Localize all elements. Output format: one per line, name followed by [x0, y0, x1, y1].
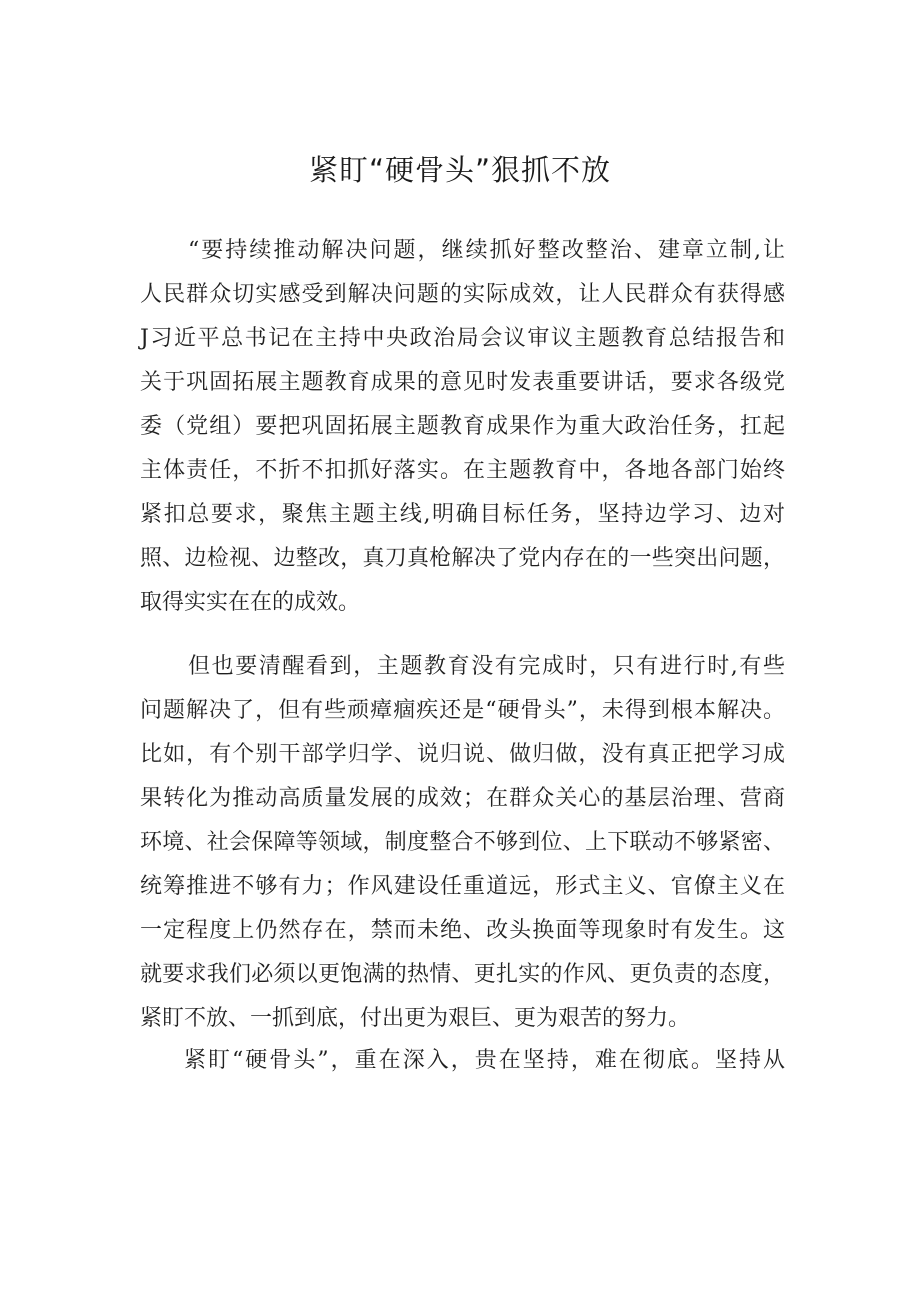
paragraph-line: 紧盯不放、一抓到底，付出更为艰巨、更为艰苦的努力。	[140, 1006, 691, 1031]
paragraph-line: 委（党组）要把巩固拓展主题教育成果作为重大政治任务，扛起	[140, 414, 785, 439]
paragraph-line: 一定程度上仍然存在，禁而未绝、改头换面等现象时有发生。这	[140, 918, 785, 943]
document-title: 紧盯“硬骨头”狠抓不放	[308, 153, 612, 187]
paragraph-line: 取得实实在在的成效。	[140, 590, 361, 615]
paragraph-line: 人民群众切实感受到解决问题的实际成效，让人民群众有获得感	[140, 282, 785, 307]
paragraph-line: 但也要清醒看到，主题教育没有完成时，只有进行时,有些	[188, 654, 785, 679]
paragraph-line: 统筹推进不够有力；作风建设任重道远，形式主义、官僚主义在	[140, 874, 785, 899]
paragraph-line: 环境、社会保障等领域，制度整合不够到位、上下联动不够紧密、	[140, 830, 785, 855]
paragraph-line: J习近平总书记在主持中央政治局会议审议主题教育总结报告和	[140, 326, 785, 351]
paragraph-line: 果转化为推动高质量发展的成效；在群众关心的基层治理、营商	[140, 786, 785, 811]
paragraph-line: 照、边检视、边整改，真刀真枪解决了党内存在的一些突出问题，	[140, 546, 785, 571]
paragraph-line: “要持续推动解决问题，继续抓好整改整治、建章立制,让	[188, 238, 785, 263]
paragraph-line: 紧盯“硬骨头”，重在深入，贵在坚持，难在彻底。坚持从	[184, 1048, 785, 1073]
paragraph-line: 就要求我们必须以更饱满的热情、更扎实的作风、更负责的态度，	[140, 962, 785, 987]
paragraph-line: 关于巩固拓展主题教育成果的意见时发表重要讲话，要求各级党	[140, 370, 785, 395]
paragraph-line: 问题解决了，但有些顽瘴痼疾还是“硬骨头”，未得到根本解决。	[140, 698, 785, 723]
paragraph-line: 主体责任，不折不扣抓好落实。在主题教育中，各地各部门始终	[140, 458, 785, 483]
paragraph-line: 比如，有个别干部学归学、说归说、做归做，没有真正把学习成	[140, 742, 785, 767]
paragraph-line: 紧扣总要求，聚焦主题主线,明确目标任务，坚持边学习、边对	[140, 502, 785, 527]
